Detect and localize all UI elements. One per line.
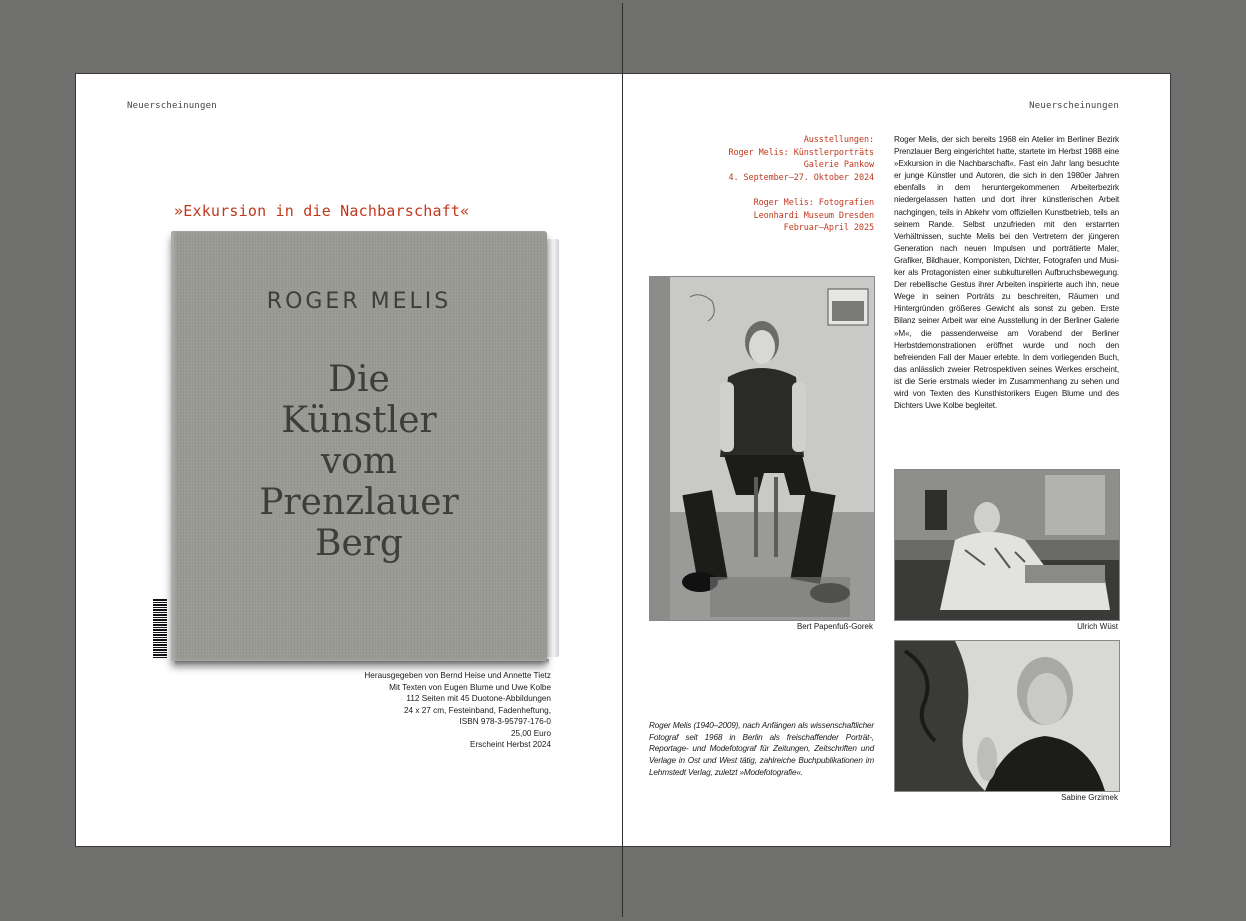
cover-title-line: Berg	[314, 523, 403, 564]
portrait-photo-wuest	[894, 469, 1120, 621]
cover-title-line: vom	[320, 441, 398, 482]
photo-caption: Sabine Grzimek	[1061, 793, 1118, 802]
colophon-line: 24 x 27 cm, Festeinband, Fadenheftung,	[403, 705, 551, 715]
headline: »Exkursion in die Nachbarschaft«	[174, 202, 470, 220]
cover-author: ROGER MELIS	[266, 289, 452, 314]
book-cover-mockup	[171, 231, 553, 661]
colophon-line: Mit Texten von Eugen Blume und Uwe Kolbe	[389, 682, 551, 692]
portrait-photo-grzimek	[894, 640, 1120, 792]
cover-title-line: Prenzlauer	[259, 482, 459, 523]
book-cover	[171, 231, 547, 661]
colophon-line: 25,00 Euro	[510, 728, 551, 738]
cover-title	[171, 359, 547, 564]
colophon	[330, 670, 551, 751]
book-page-edges	[545, 239, 559, 657]
colophon-line: Herausgegeben von Bernd Heise und Annette Tietz	[364, 671, 551, 680]
exhibition-line: Roger Melis: Künstlerporträts	[728, 147, 874, 158]
photo-caption: Bert Papenfuß-Gorek	[796, 622, 873, 631]
photo-caption: Ulrich Wüst	[1077, 622, 1118, 631]
spread-gutter	[622, 3, 623, 917]
running-head-right: Neuerscheinungen	[1029, 101, 1119, 111]
exhibition-line: Leonhardi Museum Dresden	[753, 210, 874, 221]
exhibitions-box	[648, 134, 874, 235]
running-head-left: Neuerscheinungen	[127, 101, 217, 111]
cover-title-line: Die	[328, 359, 390, 400]
exhibition-line: Februar–April 2025	[783, 223, 874, 234]
body-text: Roger Melis, der sich bereits 1968 ein Atelier im Berliner Bezirk Prenzlauer Berg eingerichtet hatte, startete im Herbst 1988 eine »Exkursion in die Nachbarschaft«. Fast ein Jahr lang besuchte er junge Künstler und Autoren, die sich in den 1980er Jahren ebenfalls in dem heruntergekommenen Arbeiterbezirk niedergelassen hatten und dort ihrer künstlerischen Arbeit nachgingen, teils in Abkehr vom offiziellen Kunstbetrieb, teils an seinem Rande. Selbst unzufrieden mit den erstarrten Verhältnissen, suchte Melis bei den Vertretern der jüngeren Generation nach neuen Impulsen und porträtierte Maler, Grafiker, Bildhauer, Komponisten, Dichter, Fotografen und Musiker als Protagonisten einer subkulturellen Aufbruchsbewegung. Der rebellische Gestus ihrer Arbeiten inspirierte auch ihn, neue Wege in seinen Porträts zu beschreiten, Räumen und Hintergründen größeres Gewicht als sonst zu geben. Erste Bilanz seiner Arbeit war eine Ausstellung in der Berliner Galerie »M«, die passenderweise am Vorabend der Berliner Herbstdemonstrationen eröffnet wurde und noch den befreienden Fall der Mauer erlebte. In dem vorliegenden Buch, das anlässlich zweier Retrospektiven seines Werkes erscheint, ist die Serie erstmals wieder im Zusammenhang zu sehen und wird von Texten des Kunsthistorikers Eugen Blume und des Dichters Uwe Kolbe begleitet.	[894, 135, 1119, 411]
portrait-photo-grzimek-image	[895, 641, 1119, 791]
portrait-photo-papenfuss	[649, 276, 875, 621]
colophon-line: ISBN 978-3-95797-176-0	[459, 717, 551, 726]
portrait-photo-papenfuss-image	[650, 277, 874, 620]
exhibition-line: 4. September–27. Oktober 2024	[728, 173, 874, 184]
colophon-line: 112 Seiten mit 45 Duotone-Abbildungen	[406, 694, 551, 703]
exhibition-line: Galerie Pankow	[803, 160, 874, 171]
portrait-photo-wuest-image	[895, 470, 1119, 620]
barcode	[153, 598, 167, 658]
author-bio: Roger Melis (1940–2009), nach Anfängen als wissenschaftlicher Fotograf seit 1968 in Berlin als freischaffender Porträt-, Reportage- und Modefotograf für Zeitungen, Zeitschriften und Verlage in Ost und West tätig, zahlreiche Buchpublikationen im Lehmstedt Verlag, zuletzt »Modefotografie«.	[649, 721, 874, 777]
exhibition-line: Roger Melis: Fotografien	[753, 197, 874, 208]
cover-title-line: Künstler	[281, 400, 437, 441]
exhibitions-heading: Ausstellungen:	[803, 135, 874, 145]
colophon-line: Erscheint Herbst 2024	[469, 740, 551, 749]
